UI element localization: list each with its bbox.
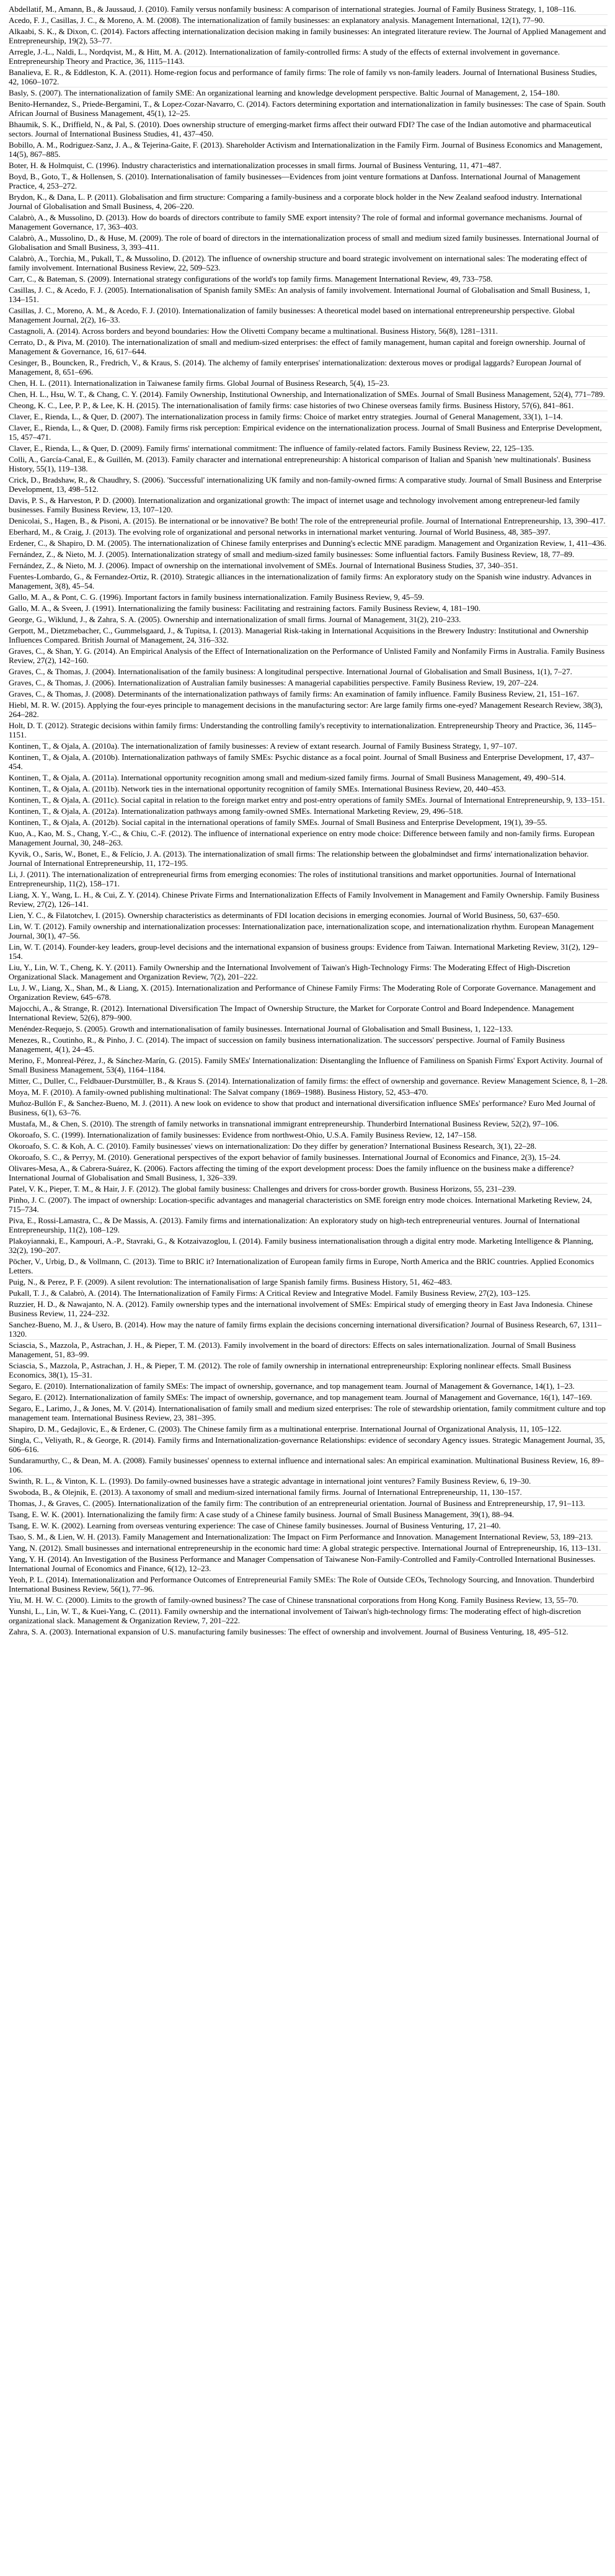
reference-entry: Lu, J. W., Liang, X., Shan, M., & Liang, X. (2015). Internationalization and Performance of Chinese Family Firms: The Moderating Role of Corporate Governance. Management and Organization Review, 645–678.	[9, 983, 608, 1003]
reference-entry: Hiebl, M. R. W. (2015). Applying the four-eyes principle to management decisions in the manufacturing sector: Are large family firms one-eyed? Management Research Review, 38(3), 264–282.	[9, 700, 608, 720]
reference-entry: Zahra, S. A. (2003). International expansion of U.S. manufacturing family businesses: The effect of ownership and involvement. Journal of Business Venturing, 18, 495–512.	[9, 1627, 569, 1636]
reference-entry: Shapiro, D. M., Gedajlovic, E., & Erdener, C. (2003). The Chinese family firm as a multinational enterprise. International Journal of Organizational Analysis, 11, 105–122.	[9, 1424, 608, 1435]
reference-entry: Mustafa, M., & Chen, S. (2010). The strength of family networks in transnational immigrant entrepreneurship. Thunderbird International Business Review, 52(2), 97–106.	[9, 1118, 608, 1130]
reference-entry: Arregle, J.-L., Naldi, L., Nordqvist, M., & Hitt, M. A. (2012). Internationalization of family-controlled firms: A study of the effects of external involvement in governance. Entrepreneurship Theory and Practice, 36, 1115–1143.	[9, 47, 608, 67]
reference-entry: Cerrato, D., & Piva, M. (2010). The internationalization of small and medium-sized enterprises: the effect of family management, human capital and foreign ownership. Journal of Management & Governance, 16, 617–644.	[9, 337, 608, 357]
reference-entry: Graves, C., & Thomas, J. (2006). Internationalization of Australian family businesses: A managerial capabilities perspective. Family Business Review, 19, 207–224.	[9, 677, 608, 689]
reference-entry: Claver, E., Rienda, L., & Quer, D. (2007). The internationalization process in family firms: Choice of market entry strategies. Journal of General Management, 33(1), 1–14.	[9, 411, 608, 422]
reference-entry: Moya, M. F. (2010). A family-owned publishing multinational: The Salvat company (1869–1988). Business History, 52, 453–470.	[9, 1087, 608, 1098]
reference-entry: Eberhard, M., & Craig, J. (2013). The evolving role of organizational and personal networks in international market venturing. Journal of World Business, 48, 385–397.	[9, 527, 608, 538]
reference-entry: Majocchi, A., & Strange, R. (2012). International Diversification The Impact of Ownership Structure, the Market for Corporate Control and Board Independence. Management International Review, 52(6), 879–900.	[9, 1003, 608, 1023]
reference-entry: Basly, S. (2007). The internationalization of family SME: An organizational learning and knowledge development perspective. Baltic Journal of Management, 2, 154–180.	[9, 87, 608, 99]
reference-entry: Segaro, E. (2012). Internationalization of family SMEs: The impact of ownership, governance, and top management team. Journal of Management and Governance, 16(1), 147–169.	[9, 1392, 608, 1403]
reference-entry: Holt, D. T. (2012). Strategic decisions within family firms: Understanding the controlling family's receptivity to internationalization. Entrepreneurship Theory and Practice, 36, 1145–1151.	[9, 720, 608, 741]
reference-entry: George, G., Wiklund, J., & Zahra, S. A. (2005). Ownership and internationalization of small firms. Journal of Management, 31(2), 210–233.	[9, 614, 608, 625]
reference-entry: Tsao, S. M., & Lien, W. H. (2013). Family Management and Internationalization: The Impact on Firm Performance and Innovation. Management International Review, 53, 189–213.	[9, 1531, 608, 1543]
reference-entry: Casillas, J. C., Moreno, A. M., & Acedo, F. J. (2010). Internationalization of family businesses: A theoretical model based on international entrepreneurship perspective. Global Management Journal, 2(2), 16–33.	[9, 305, 608, 326]
reference-entry: Sciascia, S., Mazzola, P., Astrachan, J. H., & Pieper, T. M. (2013). Family involvement in the board of directors: Effects on sales internationalization. Journal of Small Business Management, 51, 83–99.	[9, 1340, 608, 1360]
reference-entry: Segaro, E., Larimo, J., & Jones, M. V. (2014). Internationalisation of family small and medium sized enterprises: The role of stewardship orientation, family commitment culture and top management team. International Business Review, 23, 381–395.	[9, 1403, 608, 1424]
reference-entry: Liang, X. Y., Wang, L. H., & Cui, Z. Y. (2014). Chinese Private Firms and Internationalization Effects of Family Involvement in Management and Family Ownership. Family Business Review, 27(2), 126–141.	[9, 889, 608, 910]
reference-entry: Kontinen, T., & Ojala, A. (2011c). Social capital in relation to the foreign market entry and post-entry operations of family SMEs. Journal of International Entrepreneurship, 9, 133–151.	[9, 795, 608, 806]
reference-entry: Chen, H. L. (2011). Internationalization in Taiwanese family firms. Global Journal of Business Research, 5(4), 15–23.	[9, 378, 608, 389]
reference-entry: Castagnoli, A. (2014). Across borders and beyond boundaries: How the Olivetti Company became a multinational. Business History, 56(8), 1281–1311.	[9, 326, 608, 337]
reference-entry: Benito-Hernandez, S., Priede-Bergamini, T., & Lopez-Cozar-Navarro, C. (2014). Factors determining exportation and internationalization in family businesses: The case of Spain. South African Journal of Business Management, 45(1), 12–25.	[9, 99, 608, 119]
reference-entry: Swinth, R. L., & Vinton, K. L. (1993). Do family-owned businesses have a strategic advantage in international joint ventures? Family Business Review, 6, 19–30.	[9, 1476, 608, 1487]
reference-entry: Denicolai, S., Hagen, B., & Pisoni, A. (2015). Be international or be innovative? Be both! The role of the entrepreneurial profile. Journal of International Entrepreneurship, 13, 390–417.	[9, 515, 608, 527]
reference-entry: Sciascia, S., Mazzola, P., Astrachan, J. H., & Pieper, T. M. (2012). The role of family ownership in international entrepreneurship: Exploring nonlinear effects. Small Business Economics, 38(1), 15–31.	[9, 1360, 608, 1381]
reference-entry: Patel, V. K., Pieper, T. M., & Hair, J. F. (2012). The global family business: Challenges and drivers for cross-border growth. Business Horizons, 55, 231–239.	[9, 1183, 608, 1195]
reference-entry: Liu, Y., Lin, W. T., Cheng, K. Y. (2011). Family Ownership and the International Involvement of Taiwan's High-Technology Firms: The Moderating Effect of High-Discretion Organizational Slack. Management and Organization Review, 7(2), 201–222.	[9, 962, 608, 983]
reference-entry: Puig, N., & Perez, P. F. (2009). A silent revolution: The internationalisation of large Spanish family firms. Business History, 51, 462–483.	[9, 1277, 608, 1288]
reference-entry: Kuo, A., Kao, M. S., Chang, Y.-C., & Chiu, C.-F. (2012). The influence of international experience on entry mode choice: Difference between family and non-family firms. European Management Journal, 30, 248–263.	[9, 828, 608, 849]
reference-entry: Singla, C., Veliyath, R., & George, R. (2014). Family firms and Internationalization-governance Relationships: evidence of secondary Agency issues. Strategic Management Journal, 35, 606–616.	[9, 1435, 608, 1455]
reference-entry: Abdellatif, M., Amann, B., & Jaussaud, J. (2010). Family versus nonfamily business: A comparison of international strategies. Journal of Family Business Strategy, 1, 108–116.	[9, 4, 608, 15]
reference-entry: Lin, W. T. (2012). Family ownership and internationalization processes: Internationalization pace, internationalization scope, and internationalization rhythm. European Management Journal, 30(1), 47–56.	[9, 921, 608, 942]
reference-entry: Okoroafo, S. C. (1999). Internationalization of family businesses: Evidence from northwest-Ohio, U.S.A. Family Business Review, 12, 147–158.	[9, 1130, 608, 1141]
reference-entry: Boyd, B., Goto, T., & Hollensen, S. (2010). Internationalisation of family businesses—Evidences from joint venture formations at Danfoss. International Journal of Management Practice, 4, 253–272.	[9, 171, 608, 192]
reference-entry: Segaro, E. (2010). Internationalization of family SMEs: The impact of ownership, governance, and top management team. Journal of Management & Governance, 14(1), 1–23.	[9, 1381, 608, 1392]
reference-entry: Kyvik, O., Saris, W., Bonet, E., & Felício, J. A. (2013). The internationalization of small firms: The relationship between the globalmindset and firms' internationalization behavior. Journal of International Entrepreneurship, 11, 172–195.	[9, 849, 608, 869]
reference-entry: Brydon, K., & Dana, L. P. (2011). Globalisation and firm structure: Comparing a family-business and a corporate block holder in the New Zealand seafood industry. International Journal of Globalisation and Small Business, 4, 206–220.	[9, 192, 608, 212]
reference-entry: Thomas, J., & Graves, C. (2005). Internationalization of the family firm: The contribution of an entrepreneurial orientation. Journal of Business and Entrepreneurship, 17, 91–113.	[9, 1498, 608, 1509]
reference-entry: Colli, A., García-Canal, E., & Guillén, M. (2013). Family character and international entrepreneurship: A historical comparison of Italian and Spanish 'new multinationals'. Business History, 55(1), 119–138.	[9, 454, 608, 475]
reference-entry: Graves, C., & Thomas, J. (2004). Internationalisation of the family business: A longitudinal perspective. International Journal of Globalisation and Small Business, 1(1), 7–27.	[9, 666, 608, 677]
reference-entry: Okoroafo, S. C., & Perryy, M. (2010). Generational perspectives of the export behavior of family businesses. International Journal of Economics and Finance, 2(3), 15–24.	[9, 1152, 608, 1163]
reference-entry: Bhaumik, S. K., Driffield, N., & Pal, S. (2010). Does ownership structure of emerging-market firms affect their outward FDI? The case of the Indian automotive and pharmaceutical sectors. Journal of International Business Studies, 41, 437–450.	[9, 119, 608, 140]
reference-entry: Tsang, E. W. K. (2001). Internationalizing the family firm: A case study of a Chinese family business. Journal of Small Business Management, 39(1), 88–94.	[9, 1509, 608, 1520]
reference-entry: Calabrò, A., Torchia, M., Pukall, T., & Mussolino, D. (2012). The influence of ownership structure and board strategic involvement on international sales: The moderating effect of family involvement. International Business Review, 22, 509–523.	[9, 253, 608, 274]
reference-entry: Yang, Y. H. (2014). An Investigation of the Business Performance and Manager Compensation of Taiwanese Non-Family-Controlled and Family-Controlled International Businesses. International Journal of Economics and Finance, 6(12), 12–23.	[9, 1554, 608, 1574]
reference-entry: Tsang, E. W. K. (2002). Learning from overseas venturing experience: The case of Chinese family businesses. Journal of Business Venturing, 17, 21–40.	[9, 1520, 608, 1531]
reference-entry: Graves, C., & Shan, Y. G. (2014). An Empirical Analysis of the Effect of Internationalization on the Performance of Unlisted Family and Nonfamily Firms in Australia. Family Business Review, 27(2), 142–160.	[9, 646, 608, 666]
reference-entry: Kontinen, T., & Ojala, A. (2011a). International opportunity recognition among small and medium-sized family firms. Journal of Small Business Management, 49, 490–514.	[9, 772, 608, 783]
reference-entry: Yunshi, L., Lin, W. T., & Kuei-Yang, C. (2011). Family ownership and the international involvement of Taiwan's high-technology firms: The moderating effect of high-discretion organizational slack. Management & Organization Review, 7, 201–222.	[9, 1606, 608, 1626]
reference-entry: Fuentes-Lombardo, G., & Fernandez-Ortiz, R. (2010). Strategic alliances in the internationalization of family firms: An exploratory study on the Spanish wine industry. Advances in Management, 3(8), 45–54.	[9, 571, 608, 592]
reference-entry: Gallo, M. A., & Pont, C. G. (1996). Important factors in family business internationalization. Family Business Review, 9, 45–59.	[9, 592, 608, 603]
reference-entry: Fernández, Z., & Nieto, M. J. (2005). Internationalization strategy of small and medium-sized family businesses: Some influential factors. Family Business Review, 18, 77–89.	[9, 549, 608, 560]
reference-entry: Kontinen, T., & Ojala, A. (2012b). Social capital in the international operations of family SMEs. Journal of Small Business and Enterprise Development, 19(1), 39–55.	[9, 817, 608, 828]
reference-entry: Olivares-Mesa, A., & Cabrera-Suárez, K. (2006). Factors affecting the timing of the export development process: Does the family influence on the business make a difference? International Journal of Globalisation and Small Business, 1, 326–339.	[9, 1163, 608, 1183]
reference-entry: Fernández, Z., & Nieto, M. J. (2006). Impact of ownership on the international involvement of SMEs. Journal of International Business Studies, 37, 340–351.	[9, 560, 608, 571]
reference-entry: Crick, D., Bradshaw, R., & Chaudhry, S. (2006). 'Successful' internationalizing UK family and non-family-owned firms: A comparative study. Journal of Small Business and Enterprise Development, 13, 498–512.	[9, 475, 608, 495]
reference-entry: Bobillo, A. M., Rodriguez-Sanz, J. A., & Tejerina-Gaite, F. (2013). Shareholder Activism and Internationalization in the Family Firm. Journal of Business Economics and Management, 14(5), 867–885.	[9, 140, 608, 160]
reference-entry: Yang, N. (2012). Small businesses and international entrepreneurship in the economic hard time: A global strategic perspective. International Journal of Entrepreneurship, 16, 113–131.	[9, 1543, 608, 1554]
reference-entry: Ruzzier, H. D., & Nawajanto, N. A. (2012). Family ownership types and the international involvement of SMEs: Empirical study of emerging theory in East Java Indonesia. Chinese Business Review, 11, 224–232.	[9, 1299, 608, 1319]
reference-entry: Piva, E., Rossi-Lamastra, C., & De Massis, A. (2013). Family firms and internationalization: An exploratory study on high-tech entrepreneurial ventures. Journal of International Entrepreneurship, 11(2), 108–129.	[9, 1215, 608, 1236]
reference-entry: Pinho, J. C. (2007). The impact of ownership: Location-specific advantages and managerial characteristics on SME foreign entry mode choices. International Marketing Review, 24, 715–734.	[9, 1195, 608, 1215]
reference-entry: Pöcher, V., Urbig, D., & Vollmann, C. (2013). Time to BRIC it? Internationalization of European family firms in Europe, North America and the BRIC countries. Applied Economics Letters.	[9, 1256, 608, 1277]
reference-entry: Sanchez-Bueno, M. J., & Usero, B. (2014). How may the nature of family firms explain the decisions concerning international diversification? Journal of Business Research, 67, 1311–1320.	[9, 1319, 608, 1340]
reference-entry: Cheong, K. C., Lee, P. P., & Lee, K. H. (2015). The internationalisation of family firms: case histories of two Chinese overseas family firms. Business History, 57(6), 841–861.	[9, 400, 608, 411]
reference-entry: Li, J. (2011). The internationalization of entrepreneurial firms from emerging economies: The roles of institutional transitions and market opportunities. Journal of International Entrepreneurship, 11(2), 158–171.	[9, 869, 608, 889]
reference-entry: Banalieva, E. R., & Eddleston, K. A. (2011). Home-region focus and performance of family firms: The role of family vs non-family leaders. Journal of International Business Studies, 42, 1060–1072.	[9, 67, 608, 87]
reference-entry: Yeoh, P. L. (2014). Internationalization and Performance Outcomes of Entrepreneurial Family SMEs: The Role of Outside CEOs, Technology Sourcing, and Innovation. Thunderbird International Business Review, 56(1), 77–96.	[9, 1574, 608, 1595]
reference-entry: Calabrò, A., & Mussolino, D. (2013). How do boards of directors contribute to family SME export intensity? The role of formal and informal governance mechanisms. Journal of Management Governance, 17, 363–403.	[9, 212, 608, 233]
reference-entry: Erdener, C., & Shapiro, D. M. (2005). The internationalization of Chinese family enterprises and Dunning's eclectic MNE paradigm. Management and Organization Review, 1, 411–436.	[9, 538, 608, 549]
reference-entry: Kontinen, T., & Ojala, A. (2012a). Internationalization pathways among family-owned SMEs. International Marketing Review, 29, 496–518.	[9, 806, 608, 817]
reference-entry: Swoboda, B., & Olejnik, E. (2013). A taxonomy of small and medium-sized international family firms. Journal of International Entrepreneurship, 11, 130–157.	[9, 1487, 608, 1498]
reference-entry: Yiu, M. H. W. C. (2000). Limits to the growth of family-owned business? The case of Chinese transnational corporations from Hong Kong. Family Business Review, 13, 55–70.	[9, 1595, 608, 1606]
reference-entry: Chen, H. L., Hsu, W. T., & Chang, C. Y. (2014). Family Ownership, Institutional Ownership, and Internationalization of SMEs. Journal of Small Business Management, 52(4), 771–789.	[9, 389, 608, 400]
reference-entry: Plakoyiannaki, E., Kampouri, A.-P., Stavraki, G., & Kotzaivazoglou, I. (2014). Family business internationalisation through a digital entry mode. Marketing Intelligence & Planning, 32(2), 190–207.	[9, 1236, 608, 1256]
reference-entry: Merino, F., Monreal-Pérez, J., & Sánchez-Marín, G. (2015). Family SMEs' Internationalization: Disentangling the Influence of Familiness on Spanish Firms' Export Activity. Journal of Small Business Management, 53(4), 1164–1184.	[9, 1055, 608, 1076]
reference-entry: Menéndez-Requejo, S. (2005). Growth and internationalisation of family businesses. International Journal of Globalisation and Small Business, 1, 122–133.	[9, 1023, 608, 1035]
reference-entry: Gerpott, M., Dietzmebacher, C., Gummelsgaard, J., & Tupitsa, I. (2013). Managerial Risk-taking in International Acquisitions in the Brewery Industry: Institutional and Ownership Influences Compared. British Journal of Management, 24, 316–332.	[9, 625, 608, 646]
reference-entry: Carr, C., & Bateman, S. (2009). International strategy configurations of the world's top family firms. Management International Review, 49, 733–758.	[9, 274, 608, 285]
reference-entry: Lien, Y. C., & Filatotchev, I. (2015). Ownership characteristics as determinants of FDI location decisions in emerging economies. Journal of World Business, 50, 637–650.	[9, 910, 608, 921]
reference-entry: Graves, C., & Thomas, J. (2008). Determinants of the internationalization pathways of family firms: An examination of family influence. Family Business Review, 21, 151–167.	[9, 689, 608, 700]
reference-entry: Davis, P. S., & Harveston, P. D. (2000). Internationalization and organizational growth: The impact of internet usage and technology involvement among entrepreneur-led family businesses. Family Business Review, 13, 107–120.	[9, 495, 608, 515]
reference-entry: Alkaabi, S. K., & Dixon, C. (2014). Factors affecting internationalization decision making in family businesses: An integrated literature review. The Journal of Applied Management and Entrepreneurship, 19(2), 53–77.	[9, 26, 608, 47]
reference-entry: Boter, H. & Holmquist, C. (1996). Industry characteristics and internationalization processes in small firms. Journal of Business Venturing, 11, 471–487.	[9, 160, 608, 171]
reference-entry: Gallo, M. A., & Sveen, J. (1991). Internationalizing the family business: Facilitating and restraining factors. Family Business Review, 4, 181–190.	[9, 603, 608, 614]
reference-entry: Sundaramurthy, C., & Dean, M. A. (2008). Family businesses' openness to external influence and international sales: An empirical examination. Multinational Business Review, 16, 89–106.	[9, 1455, 608, 1476]
reference-entry: Claver, E., Rienda, L., & Quer, D. (2009). Family firms' international commitment: The influence of family-related factors. Family Business Review, 22, 125–135.	[9, 443, 608, 454]
reference-entry: Okoroafo, S. C. & Koh, A. C. (2010). Family businesses' views on internationalization: Do they differ by generation? International Business Research, 3(1), 22–28.	[9, 1141, 608, 1152]
reference-entry: Acedo, F. J., Casillas, J. C., & Moreno, A. M. (2008). The internationalization of family businesses: an explanatory analysis. Management International, 12(1), 77–90.	[9, 15, 608, 26]
reference-entry: Pukall, T. J., & Calabrò, A. (2014). The Internationalization of Family Firms: A Critical Review and Integrative Model. Family Business Review, 27(2), 103–125.	[9, 1288, 608, 1299]
reference-entry: Mitter, C., Duller, C., Feldbauer-Durstmüller, B., & Kraus S. (2014). Internationalization of family firms: the effect of ownership and governance. Review Management Science, 8, 1–28.	[9, 1076, 608, 1085]
reference-entry: Menezes, R., Coutinho, R., & Pinho, J. C. (2014). The impact of succession on family business internationalization. The successors' perspective. Journal of Family Business Management, 4(1), 24–45.	[9, 1035, 608, 1055]
reference-entry: Calabrò, A., Mussolino, D., & Huse, M. (2009). The role of board of directors in the internationalization process of small and medium sized family businesses. International Journal of Globalisation and Small Business, 3, 393–411.	[9, 233, 608, 253]
reference-entry: Casillas, J. C., & Acedo, F. J. (2005). Internationalisation of Spanish family SMEs: An analysis of family involvement. International Journal of Globalisation and Small Business, 1, 134–151.	[9, 285, 608, 305]
reference-entry: Kontinen, T., & Ojala, A. (2010a). The internationalization of family businesses: A review of extant research. Journal of Family Business Strategy, 1, 97–107.	[9, 741, 608, 752]
reference-entry: Kontinen, T., & Ojala, A. (2011b). Network ties in the international opportunity recognition of family SMEs. International Business Review, 20, 440–453.	[9, 783, 608, 795]
reference-entry: Claver, E., Rienda, L., & Quer, D. (2008). Family firms risk perception: Empirical evidence on the internationalization process. Journal of Small Business and Enterprise Development, 15, 457–471.	[9, 422, 608, 443]
reference-entry: Kontinen, T., & Ojala, A. (2010b). Internationalization pathways of family SMEs: Psychic distance as a focal point. Journal of Small Business and Enterprise Development, 17, 437–454.	[9, 752, 608, 772]
reference-entry: Muñoz-Bullón F., & Sanchez-Bueno, M. J. (2011). A new look on evidence to show that product and international diversification influence SMEs' performance? Euro Med Journal of Business, 6(1), 63–76.	[9, 1098, 608, 1118]
reference-entry: Lin, W. T. (2014). Founder-key leaders, group-level decisions and the international expansion of business groups: Evidence from Taiwan. International Marketing Review, 31(2), 129–154.	[9, 942, 608, 962]
reference-entry: Cesinger, B., Bouncken, R., Fredrich, V., & Kraus, S. (2014). The alchemy of family enterprises' internationalization: dexterous moves or prodigal laggards? European Journal of Management, 8, 651–696.	[9, 357, 608, 378]
